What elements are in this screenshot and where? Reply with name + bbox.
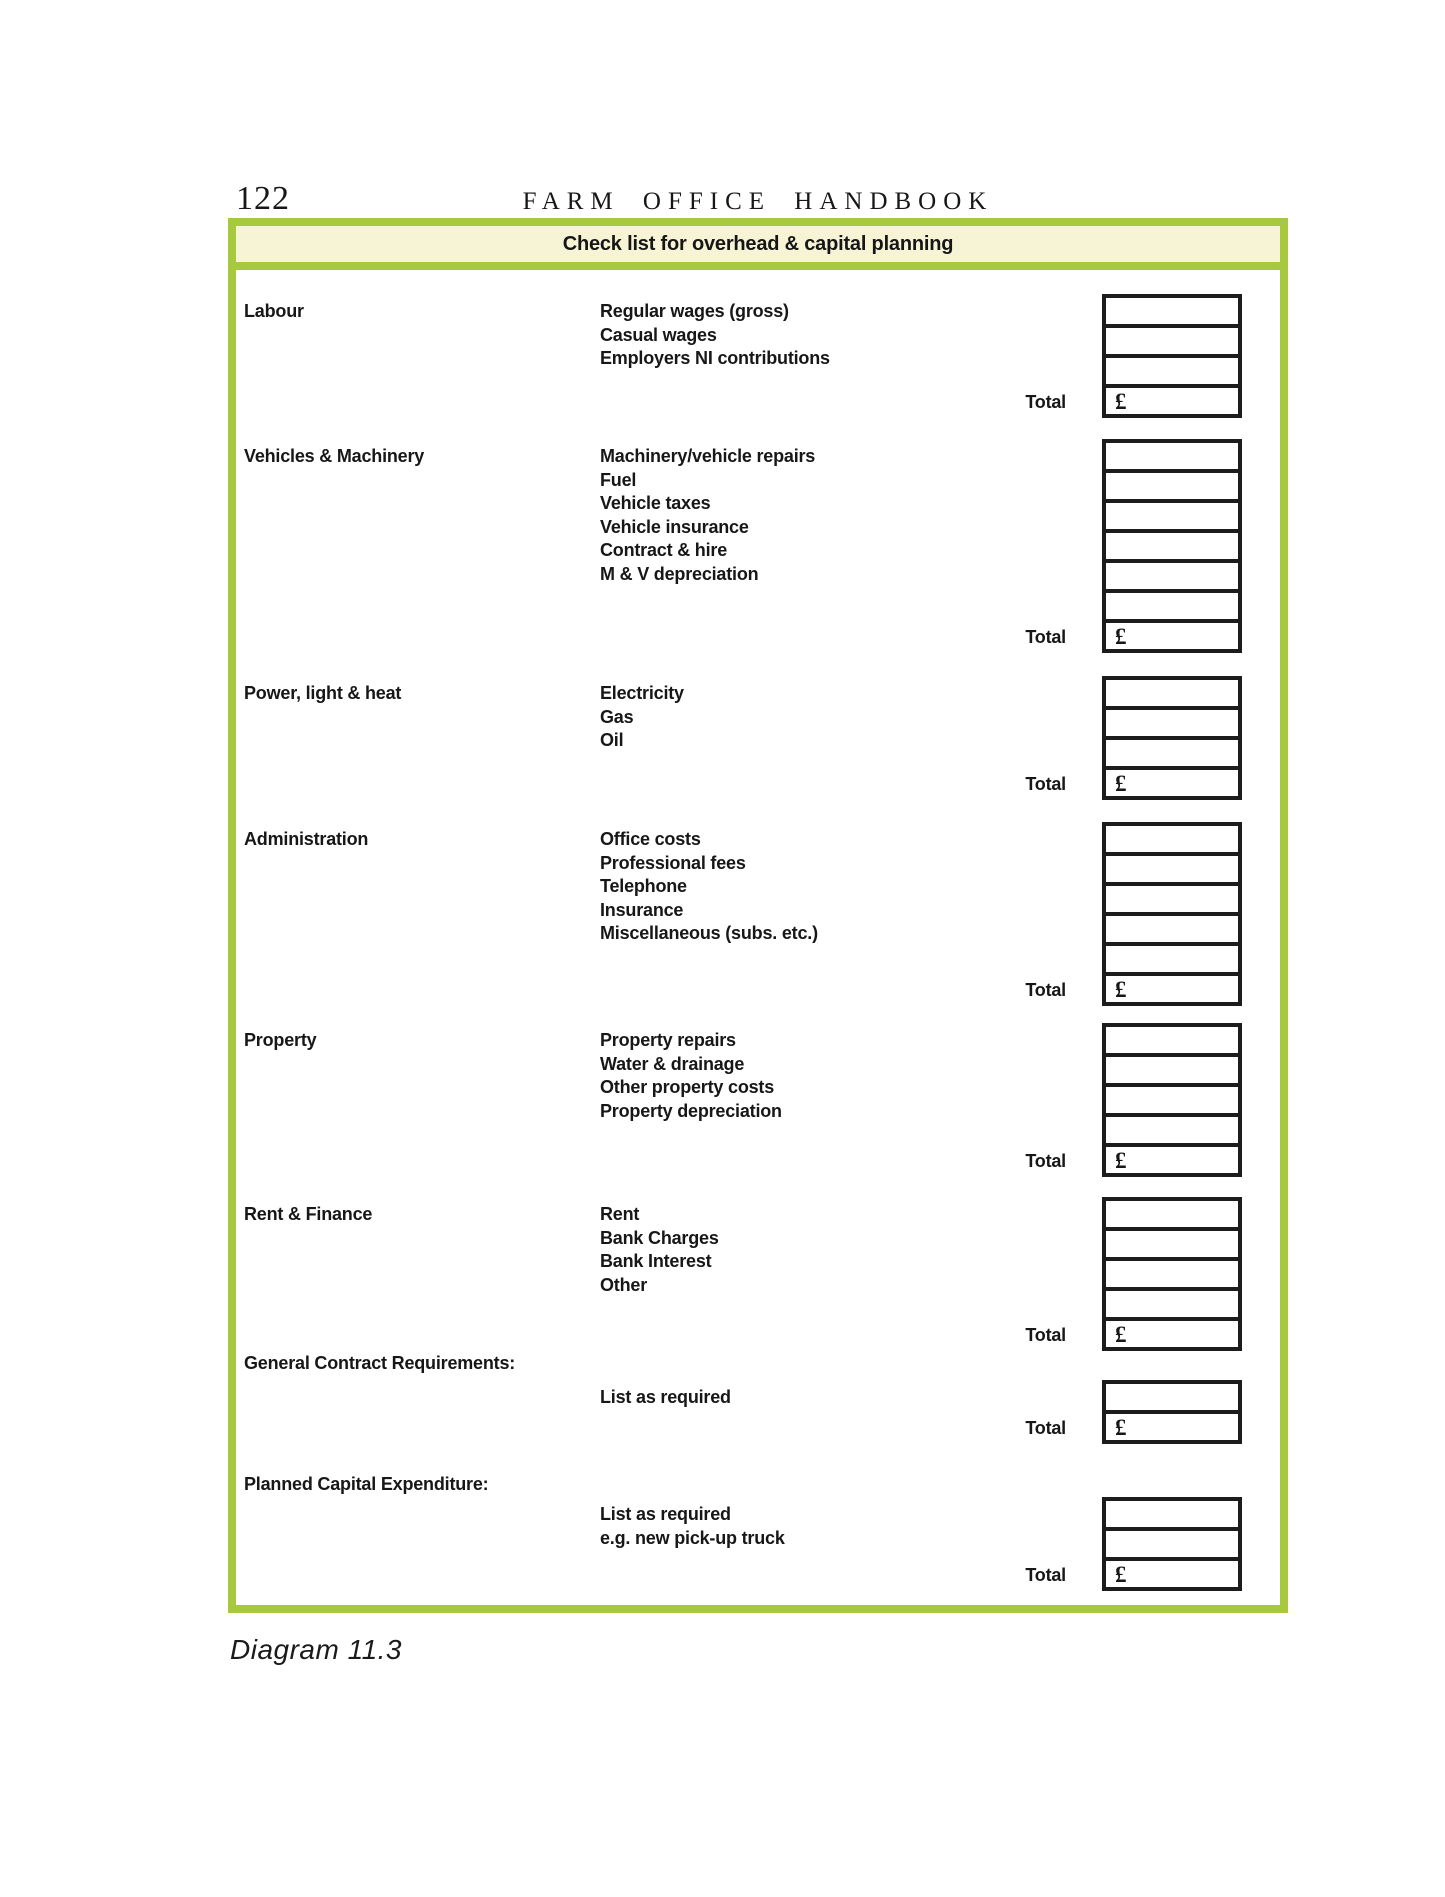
amount-box-row [1106, 1291, 1238, 1321]
item-label: Electricity [600, 683, 684, 703]
item-list [600, 1386, 731, 1410]
amount-box-row [1106, 916, 1238, 946]
amount-box-stack [1102, 1497, 1242, 1591]
category-label: Rent & Finance [244, 1204, 373, 1224]
item-label: List as required [600, 1387, 731, 1407]
book-title: FARM OFFICE HANDBOOK [522, 188, 994, 215]
item-list [600, 828, 818, 946]
amount-box-row [1106, 740, 1238, 770]
item-list [600, 1503, 785, 1550]
category-label: Property [244, 1030, 317, 1050]
amount-box-row [1106, 1261, 1238, 1291]
amount-box-row [1106, 1117, 1238, 1147]
total-label: Total [1025, 1418, 1066, 1438]
category-label: General Contract Requirements: [244, 1353, 516, 1373]
amount-box-row [1106, 826, 1238, 856]
amount-box-row [1106, 593, 1238, 623]
item-label: e.g. new pick-up truck [600, 1527, 785, 1548]
amount-box-row [1106, 533, 1238, 563]
total-box-row [1106, 623, 1238, 649]
pound-sign: £ [1115, 1148, 1127, 1173]
item-label: Rent [600, 1204, 640, 1224]
pound-sign: £ [1115, 1562, 1127, 1587]
form-body [236, 270, 1280, 1605]
amount-box-row [1106, 1087, 1238, 1117]
pound-sign: £ [1115, 624, 1127, 649]
pound-sign: £ [1115, 977, 1127, 1002]
item-label: List as required [600, 1504, 731, 1524]
item-list [600, 300, 830, 371]
form-title-bar [236, 226, 1280, 270]
total-box-row [1106, 388, 1238, 414]
amount-box-stack [1102, 439, 1242, 653]
item-label: Telephone [600, 876, 687, 896]
pound-sign: £ [1115, 771, 1127, 796]
item-label: Bank Interest [600, 1251, 712, 1271]
amount-box-stack [1102, 1380, 1242, 1444]
item-list [600, 445, 815, 586]
amount-box-row [1106, 503, 1238, 533]
amount-box-row [1106, 443, 1238, 473]
amount-box-row [1106, 563, 1238, 593]
item-label: Bank Charges [600, 1227, 719, 1248]
item-label: Contract & hire [600, 540, 728, 560]
item-label: Property repairs [600, 1030, 736, 1050]
category-label: Planned Capital Expenditure: [244, 1474, 489, 1494]
item-list [600, 682, 684, 753]
item-label: Vehicle insurance [600, 516, 749, 537]
amount-box-stack [1102, 822, 1242, 1006]
total-label: Total [1025, 774, 1066, 794]
category-label: Labour [244, 301, 304, 321]
total-box-row [1106, 1321, 1238, 1347]
total-box-row [1106, 1147, 1238, 1173]
item-label: Water & drainage [600, 1053, 745, 1074]
total-box-row [1106, 1561, 1238, 1587]
pound-sign: £ [1115, 389, 1127, 414]
amount-box-row [1106, 1231, 1238, 1261]
category-label: Administration [244, 829, 369, 849]
total-box-row [1106, 976, 1238, 1002]
item-label: Machinery/vehicle repairs [600, 446, 816, 466]
item-label: Property depreciation [600, 1100, 782, 1121]
total-label: Total [1025, 1325, 1066, 1345]
total-label: Total [1025, 980, 1066, 1000]
amount-box-row [1106, 298, 1238, 328]
total-box-row [1106, 770, 1238, 796]
amount-box-row [1106, 358, 1238, 388]
item-list [600, 1203, 719, 1297]
amount-box-row [1106, 1027, 1238, 1057]
amount-box-stack [1102, 676, 1242, 800]
item-label: Employers NI contributions [600, 348, 830, 368]
item-label: Professional fees [600, 852, 746, 873]
item-label: M & V depreciation [600, 563, 759, 584]
amount-box-row [1106, 1531, 1238, 1561]
amount-box-row [1106, 946, 1238, 976]
item-label: Oil [600, 730, 624, 750]
page-number: 122 [236, 180, 290, 217]
amount-box-row [1106, 1201, 1238, 1231]
item-label: Insurance [600, 899, 684, 920]
pound-sign: £ [1115, 1322, 1127, 1347]
item-label: Other property costs [600, 1077, 775, 1097]
total-label: Total [1025, 627, 1066, 647]
amount-box-stack [1102, 1197, 1242, 1351]
total-label: Total [1025, 1565, 1066, 1585]
item-label: Office costs [600, 829, 701, 849]
item-label: Casual wages [600, 324, 717, 345]
total-label: Total [1025, 392, 1066, 412]
pound-sign: £ [1115, 1415, 1127, 1440]
amount-box-row [1106, 886, 1238, 916]
item-label: Vehicle taxes [600, 493, 711, 513]
item-list [600, 1029, 782, 1123]
amount-box-row [1106, 1501, 1238, 1531]
form-title: Check list for overhead & capital planning [562, 233, 954, 255]
category-label: Vehicles & Machinery [244, 446, 425, 466]
amount-box-row [1106, 473, 1238, 503]
amount-box-row [1106, 856, 1238, 886]
amount-box-stack [1102, 1023, 1242, 1177]
amount-box-row [1106, 328, 1238, 358]
amount-box-row [1106, 710, 1238, 740]
total-label: Total [1025, 1151, 1066, 1171]
amount-box-stack [1102, 294, 1242, 418]
amount-box-row [1106, 1384, 1238, 1414]
item-label: Regular wages (gross) [600, 301, 789, 321]
diagram-caption: Diagram 11.3 [230, 1634, 403, 1665]
item-label: Fuel [600, 469, 637, 490]
total-box-row [1106, 1414, 1238, 1440]
item-label: Miscellaneous (subs. etc.) [600, 923, 818, 943]
item-label: Other [600, 1274, 648, 1295]
amount-box-row [1106, 1057, 1238, 1087]
checklist-form [228, 218, 1288, 1613]
category-label: Power, light & heat [244, 683, 402, 703]
amount-box-row [1106, 680, 1238, 710]
item-label: Gas [600, 706, 634, 727]
